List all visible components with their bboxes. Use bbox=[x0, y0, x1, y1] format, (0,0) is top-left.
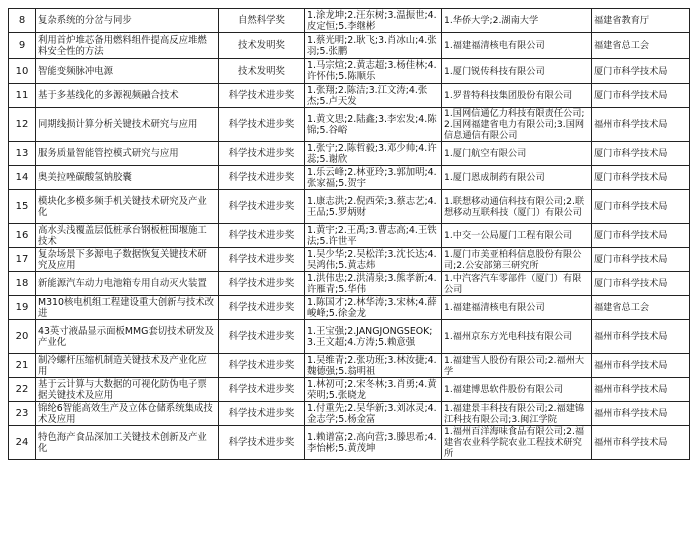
nominating-unit-cell: 厦门市科学技术局 bbox=[592, 59, 690, 84]
nominating-unit-cell: 福州市科学技术局 bbox=[592, 108, 690, 142]
table-row bbox=[9, 33, 690, 59]
project-name-cell: 新能源汽车动力电池箱专用自动灭火装置 bbox=[36, 272, 219, 296]
table-row bbox=[9, 272, 690, 296]
table-row bbox=[9, 354, 690, 378]
table-row bbox=[9, 59, 690, 84]
award-category-cell: 科学技术进步奖 bbox=[219, 296, 305, 320]
award-list-sheet bbox=[8, 8, 690, 460]
completers-cell: 1.黄文思;2.陆鑫;3.李宏发;4.陈锦;5.谷峪 bbox=[305, 108, 442, 142]
table-row bbox=[9, 426, 690, 460]
award-category-cell: 自然科学奖 bbox=[219, 9, 305, 33]
nominating-unit-cell: 福州市科学技术局 bbox=[592, 320, 690, 354]
project-name-cell: 基于多基线化的多源视频融合技术 bbox=[36, 84, 219, 108]
nominating-unit-cell: 福建省总工会 bbox=[592, 33, 690, 59]
completers-cell: 1.吴少华;2.吴松洋;3.沈长达;4.吴鸿伟;5.黄志炜 bbox=[305, 248, 442, 272]
completers-cell: 1.王宝强;2.JANGJONGSEOK;3.王文超;4.方涛;5.赖意强 bbox=[305, 320, 442, 354]
award-category-cell: 科学技术进步奖 bbox=[219, 190, 305, 224]
table-row bbox=[9, 9, 690, 33]
nominating-unit-cell: 福建省教育厅 bbox=[592, 9, 690, 33]
project-name-cell: 奥美拉唑碳酸氢钠胶囊 bbox=[36, 166, 219, 190]
row-number-cell: 14 bbox=[9, 166, 36, 190]
nominating-unit-cell: 厦门市科学技术局 bbox=[592, 84, 690, 108]
project-name-cell: 特色海产食品深加工关键技术创新及产业化 bbox=[36, 426, 219, 460]
project-name-cell: 智能变频脉冲电源 bbox=[36, 59, 219, 84]
nominating-unit-cell: 福建省总工会 bbox=[592, 296, 690, 320]
nominating-unit-cell: 福州市科学技术局 bbox=[592, 426, 690, 460]
project-name-cell: 43英寸液晶显示面板MMG套切技术研发及产业化 bbox=[36, 320, 219, 354]
project-name-cell: 制冷螺杆压缩机制造关键技术及产业化应用 bbox=[36, 354, 219, 378]
completing-organizations-cell: 1.福建雪人股份有限公司;2.福州大学 bbox=[442, 354, 592, 378]
award-category-cell: 科学技术进步奖 bbox=[219, 84, 305, 108]
award-category-cell: 科学技术进步奖 bbox=[219, 108, 305, 142]
completing-organizations-cell: 1.厦门市美亚柏科信息股份有限公司;2.公安部第三研究所 bbox=[442, 248, 592, 272]
row-number-cell: 24 bbox=[9, 426, 36, 460]
table-row bbox=[9, 224, 690, 248]
completers-cell: 1.林初可;2.宋冬林;3.肖勇;4.黄荣明;5.张晓龙 bbox=[305, 378, 442, 402]
nominating-unit-cell: 福州市科学技术局 bbox=[592, 402, 690, 426]
completing-organizations-cell: 1.福建景丰科技有限公司;2.福建锦江科技有限公司;3.闽江学院 bbox=[442, 402, 592, 426]
nominating-unit-cell: 福州市科学技术局 bbox=[592, 378, 690, 402]
project-name-cell: 同期线损计算分析关键技术研究与应用 bbox=[36, 108, 219, 142]
award-category-cell: 科学技术进步奖 bbox=[219, 142, 305, 166]
completing-organizations-cell: 1.罗普特科技集团股份有限公司 bbox=[442, 84, 592, 108]
project-name-cell: 基于云计算与大数据的可视化防伪电子票据关键技术及应用 bbox=[36, 378, 219, 402]
completers-cell: 1.赖谱富;2.高向营;3.滕思希;4.李怡彬;5.黄茂坤 bbox=[305, 426, 442, 460]
completers-cell: 1.洪伟忠;2.洪清泉;3.熊孝新;4.许雁青;5.华伟 bbox=[305, 272, 442, 296]
row-number-cell: 23 bbox=[9, 402, 36, 426]
project-name-cell: 复杂场景下多源电子数据恢复关键技术研究及应用 bbox=[36, 248, 219, 272]
completers-cell: 1.付重先;2.吴华新;3.刘冰灵;4.金志学;5.杨金富 bbox=[305, 402, 442, 426]
row-number-cell: 9 bbox=[9, 33, 36, 59]
table-row bbox=[9, 166, 690, 190]
completers-cell: 1.吴维青;2.张功班;3.林汝捷;4.魏德强;5.翁明祖 bbox=[305, 354, 442, 378]
row-number-cell: 12 bbox=[9, 108, 36, 142]
award-category-cell: 技术发明奖 bbox=[219, 33, 305, 59]
nominating-unit-cell: 厦门市科学技术局 bbox=[592, 248, 690, 272]
completing-organizations-cell: 1.中交一公局厦门工程有限公司 bbox=[442, 224, 592, 248]
row-number-cell: 13 bbox=[9, 142, 36, 166]
row-number-cell: 8 bbox=[9, 9, 36, 33]
award-table bbox=[8, 8, 690, 460]
completing-organizations-cell: 1.福建福清核电有限公司 bbox=[442, 296, 592, 320]
table-row bbox=[9, 320, 690, 354]
table-row bbox=[9, 378, 690, 402]
award-category-cell: 科学技术进步奖 bbox=[219, 354, 305, 378]
project-name-cell: M310核电机组工程建设重大创新与技术改进 bbox=[36, 296, 219, 320]
nominating-unit-cell: 福州市科学技术局 bbox=[592, 354, 690, 378]
project-name-cell: 模块化多模多频手机关键技术研究及产业化 bbox=[36, 190, 219, 224]
completing-organizations-cell: 1.华侨大学;2.湖南大学 bbox=[442, 9, 592, 33]
row-number-cell: 19 bbox=[9, 296, 36, 320]
row-number-cell: 11 bbox=[9, 84, 36, 108]
row-number-cell: 22 bbox=[9, 378, 36, 402]
completing-organizations-cell: 1.福州百洋海味食品有限公司;2.福建省农业科学院农业工程技术研究所 bbox=[442, 426, 592, 460]
table-row bbox=[9, 142, 690, 166]
table-row bbox=[9, 84, 690, 108]
table-row bbox=[9, 190, 690, 224]
completing-organizations-cell: 1.福建博思软件股份有限公司 bbox=[442, 378, 592, 402]
completers-cell: 1.陈国才;2.林华涛;3.宋林;4.薛峻峰;5.徐金龙 bbox=[305, 296, 442, 320]
table-row bbox=[9, 402, 690, 426]
award-category-cell: 科学技术进步奖 bbox=[219, 272, 305, 296]
row-number-cell: 10 bbox=[9, 59, 36, 84]
award-category-cell: 科学技术进步奖 bbox=[219, 224, 305, 248]
nominating-unit-cell: 厦门市科学技术局 bbox=[592, 272, 690, 296]
completers-cell: 1.马宗煊;2.黄志超;3.杨佳林;4.许怀伟;5.陈顺乐 bbox=[305, 59, 442, 84]
completing-organizations-cell: 1.国网信通亿力科技有限责任公司;2.国网福建省电力有限公司;3.国网信息通信有限公司 bbox=[442, 108, 592, 142]
table-row bbox=[9, 296, 690, 320]
completing-organizations-cell: 1.厦门恩成制药有限公司 bbox=[442, 166, 592, 190]
completing-organizations-cell: 1.联想移动通信科技有限公司;2.联想移动互联科技（厦门）有限公司 bbox=[442, 190, 592, 224]
table-row bbox=[9, 108, 690, 142]
award-category-cell: 科学技术进步奖 bbox=[219, 426, 305, 460]
completing-organizations-cell: 1.厦门锐传科技有限公司 bbox=[442, 59, 592, 84]
nominating-unit-cell: 厦门市科学技术局 bbox=[592, 166, 690, 190]
completers-cell: 1.张翔;2.陈洁;3.江文涛;4.张杰;5.卢天发 bbox=[305, 84, 442, 108]
award-category-cell: 科学技术进步奖 bbox=[219, 378, 305, 402]
award-category-cell: 科学技术进步奖 bbox=[219, 248, 305, 272]
row-number-cell: 18 bbox=[9, 272, 36, 296]
table-row bbox=[9, 248, 690, 272]
project-name-cell: 服务质量智能管控模式研究与应用 bbox=[36, 142, 219, 166]
completers-cell: 1.黄宇;2.王禹;3.曹志高;4.王铁法;5.许世平 bbox=[305, 224, 442, 248]
completers-cell: 1.涂龙坤;2.汪东树;3.温振世;4.皮定恒;5.李继彬 bbox=[305, 9, 442, 33]
row-number-cell: 17 bbox=[9, 248, 36, 272]
nominating-unit-cell: 厦门市科学技术局 bbox=[592, 142, 690, 166]
completing-organizations-cell: 1.福州京东方光电科技有限公司 bbox=[442, 320, 592, 354]
award-category-cell: 科学技术进步奖 bbox=[219, 320, 305, 354]
project-name-cell: 高水头浅覆盖层低桩承台钢板桩围堰施工技术 bbox=[36, 224, 219, 248]
nominating-unit-cell: 厦门市科学技术局 bbox=[592, 224, 690, 248]
project-name-cell: 利用首炉堆芯备用燃料组件提高反应堆燃料安全性的方法 bbox=[36, 33, 219, 59]
completers-cell: 1.乐云峰;2.林亚玲;3.郭加明;4.张家福;5.贺宇 bbox=[305, 166, 442, 190]
row-number-cell: 21 bbox=[9, 354, 36, 378]
award-category-cell: 科学技术进步奖 bbox=[219, 402, 305, 426]
row-number-cell: 16 bbox=[9, 224, 36, 248]
project-name-cell: 锦纶6智能高效生产及立体仓储系统集成技术及应用 bbox=[36, 402, 219, 426]
award-category-cell: 科学技术进步奖 bbox=[219, 166, 305, 190]
project-name-cell: 复杂系统的分岔与同步 bbox=[36, 9, 219, 33]
completing-organizations-cell: 1.中汽客汽车零部件（厦门）有限公司 bbox=[442, 272, 592, 296]
completers-cell: 1.蔡光明;2.耿飞;3.肖冰山;4.张羽;5.张鹏 bbox=[305, 33, 442, 59]
award-table-body bbox=[9, 9, 690, 460]
row-number-cell: 15 bbox=[9, 190, 36, 224]
completers-cell: 1.张宁;2.陈哲毅;3.邓少帅;4.许蕊;5.谢欣 bbox=[305, 142, 442, 166]
completers-cell: 1.康志洪;2.倪西荣;3.蔡志艺;4.王品;5.罗炳财 bbox=[305, 190, 442, 224]
award-category-cell: 技术发明奖 bbox=[219, 59, 305, 84]
nominating-unit-cell: 厦门市科学技术局 bbox=[592, 190, 690, 224]
completing-organizations-cell: 1.福建福清核电有限公司 bbox=[442, 33, 592, 59]
completing-organizations-cell: 1.厦门航空有限公司 bbox=[442, 142, 592, 166]
row-number-cell: 20 bbox=[9, 320, 36, 354]
